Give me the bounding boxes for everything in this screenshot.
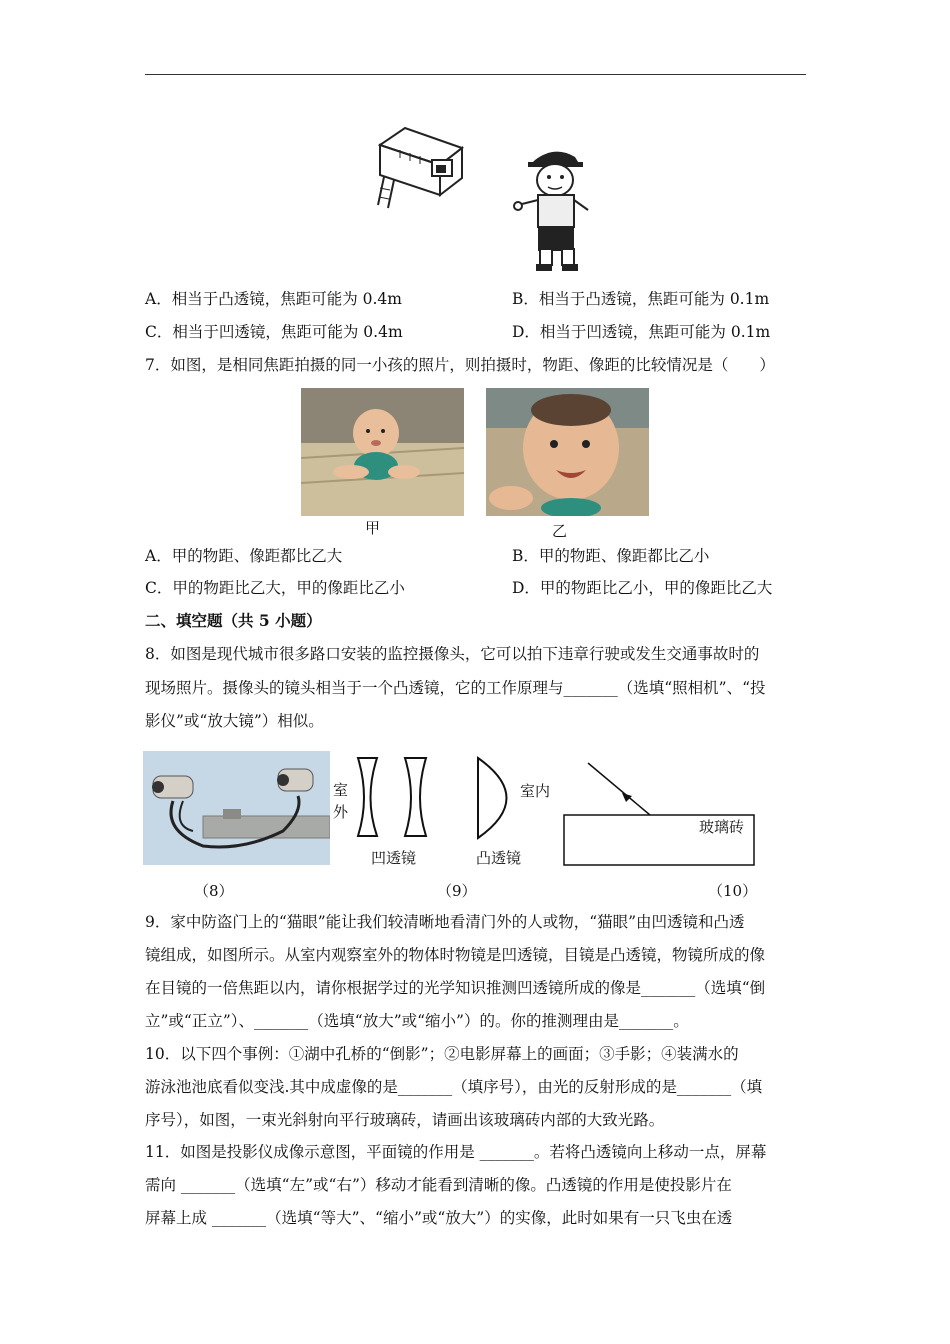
glass-brick-diagram: [560, 760, 760, 870]
header-rule: [145, 74, 806, 75]
q11-line3: 屏幕上成 _______（选填“等大”、“缩小”或“放大”）的实像，此时如果有一只飞虫在透: [145, 1209, 733, 1227]
fig8-label: （8）: [194, 882, 234, 900]
section-heading: 二、填空题（共 5 小题）: [145, 611, 322, 630]
q7-option-c: C．甲的物距比乙大，甲的像距比乙小: [145, 579, 405, 597]
q6-option-d: D．相当于凹透镜，焦距可能为 0.1m: [512, 323, 771, 341]
q9-line3: 在目镜的一倍焦距以内，请你根据学过的光学知识推测凹透镜所成的像是_______（选填“倒: [145, 979, 766, 997]
q7-option-a: A．甲的物距、像距都比乙大: [145, 547, 343, 565]
photo-yi-caption: 乙: [552, 522, 568, 540]
child-cartoon-illustration: [510, 145, 600, 275]
q7-option-d: D．甲的物距比乙小，甲的像距比乙大: [512, 579, 773, 597]
fig9-convex-label: 凸透镜: [476, 849, 522, 867]
q7-option-b: B．甲的物距、像距都比乙小: [512, 547, 710, 565]
q6-option-c: C．相当于凹透镜，焦距可能为 0.4m: [145, 323, 403, 341]
q10-line1: 10．以下四个事例：①湖中孔桥的“倒影”；②电影屏幕上的画面；③手影；④装满水的: [145, 1045, 739, 1063]
projector-illustration: [370, 120, 470, 210]
surveillance-camera-photo: [143, 751, 330, 865]
q9-line1: 9．家中防盗门上的“猫眼”能让我们较清晰地看清门外的人或物，“猫眼”由凹透镜和凸透: [145, 913, 745, 931]
photo-yi: [486, 388, 649, 516]
q11-line1: 11．如图是投影仪成像示意图，平面镜的作用是 _______。若将凸透镜向上移动一点，屏幕: [145, 1143, 767, 1161]
q9-line4: 立”或“正立”）、_______（选填“放大”或“缩小”）的。你的推测理由是_______。: [145, 1012, 689, 1030]
fig9-label: （9）: [437, 882, 477, 900]
q8-line2: 现场照片。摄像头的镜头相当于一个凸透镜，它的工作原理与_______（选填“照相机”、“投: [145, 679, 766, 697]
q10-line3: 序号），如图，一束光斜射向平行玻璃砖，请画出该玻璃砖内部的大致光路。: [145, 1111, 665, 1129]
q9-line2: 镜组成，如图所示。从室内观察室外的物体时物镜是凹透镜，目镜是凸透镜，物镜所成的像: [145, 946, 766, 964]
photo-jia: [301, 388, 464, 516]
q8-line1: 8．如图是现代城市很多路口安装的监控摄像头，它可以拍下违章行驶或发生交通事故时的: [145, 645, 760, 663]
photo-jia-caption: 甲: [365, 519, 381, 537]
q11-line2: 需向 _______（选填“左”或“右”）移动才能看到清晰的像。凸透镜的作用是使投影片在: [145, 1176, 732, 1194]
q6-option-a: A．相当于凸透镜，焦距可能为 0.4m: [145, 290, 402, 308]
fig10-label: （10）: [708, 882, 758, 900]
fig9-outside-label: 室外: [333, 781, 349, 821]
fig10-glass-label: 玻璃砖: [699, 818, 745, 836]
cat-eye-lens-diagram: [330, 750, 580, 875]
q7-stem: 7．如图，是相同焦距拍摄的同一小孩的照片，则拍摄时，物距、像距的比较情况是（ ）: [145, 356, 775, 374]
fig9-inside-label: 室内: [520, 782, 551, 800]
q10-line2: 游泳池池底看似变浅.其中成虚像的是_______（填序号），由光的反射形成的是_______（填: [145, 1078, 763, 1096]
q8-line3: 影仪”或“放大镜”）相似。: [145, 712, 324, 730]
q6-option-b: B．相当于凸透镜，焦距可能为 0.1m: [512, 290, 770, 308]
fig9-concave-label: 凹透镜: [371, 849, 417, 867]
